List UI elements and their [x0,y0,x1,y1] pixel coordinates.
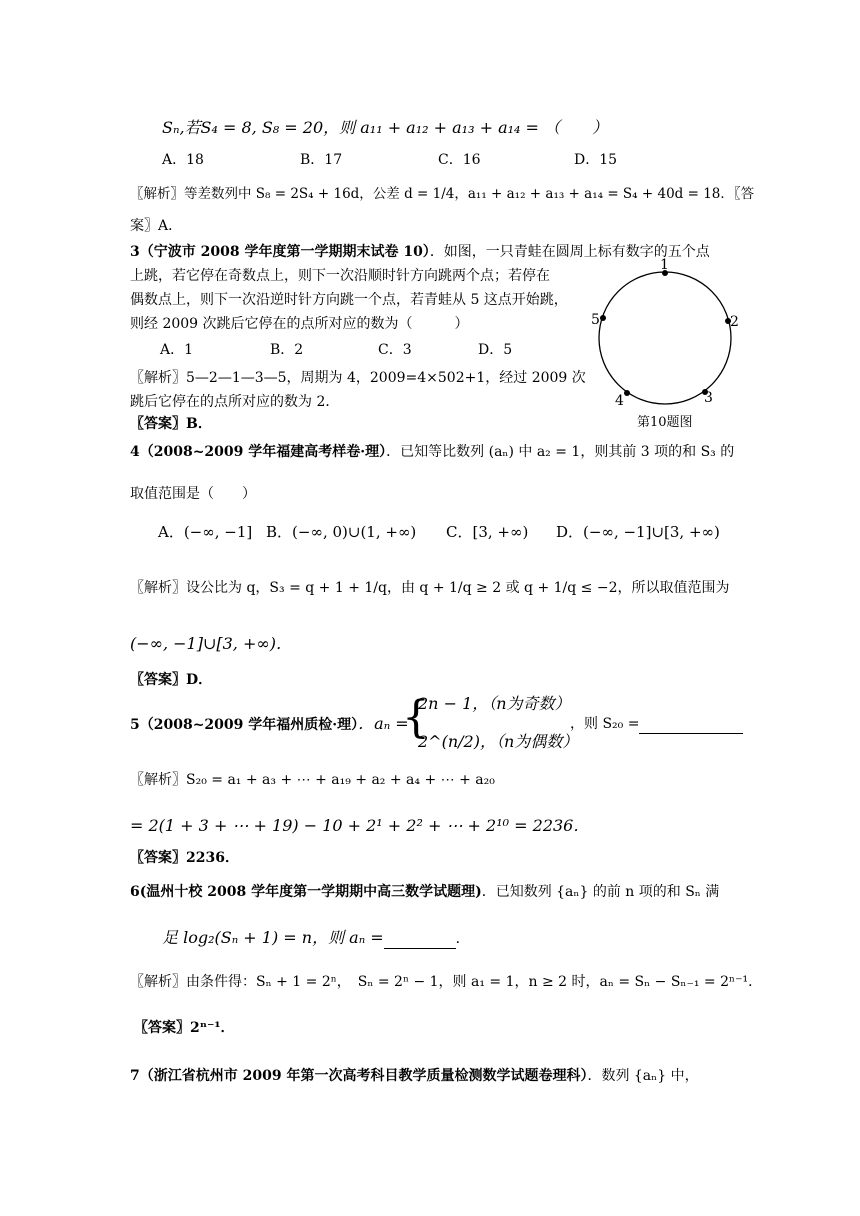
q4-options [158,522,720,542]
q5-answer-blank [639,715,743,734]
q5-analysis-line1: 〖解析〗S₂₀ = a₁ + a₃ + ⋯ + a₁₉ + a₂ + a₄ + ⋯ + a₂₀ [130,772,495,788]
q4-option-b: B．(−∞, 0)∪(1, +∞) [266,523,417,541]
q3-option-b: B．2 [270,342,304,358]
point-label-3: 3 [704,390,713,406]
q2-option-b: B．17 [300,152,343,168]
q4-option-a: A．(−∞, −1] [158,523,253,541]
q4-answer: 〖答案〗D． [130,672,213,688]
q7-stem-line [130,1066,699,1086]
jump-circle [599,272,731,404]
q5-tail-text: ，则 S₂₀ = [570,716,640,732]
point-label-5: 5 [591,312,600,328]
q6-answer-blank [384,930,456,949]
q3-circle-figure [585,258,745,430]
q3-stem-line2: 上跳，若它停在奇数点上，则下一次沿顺时针方向跳两个点；若停在 [130,268,550,284]
q7-stem: ．数列 {aₙ} 中， [587,1068,699,1084]
q6-title: 6(温州十校 2008 学年度第一学期期中高三数学试题理) [130,884,482,900]
q2-option-c: C．16 [438,152,481,168]
q5-stem-line [130,714,409,735]
q4-option-d: D．(−∞, −1]∪[3, +∞) [556,523,720,541]
q3-analysis-line2: 跳后它停在的点所对应的数为 2． [130,394,340,410]
figure-caption: 第10题图 [637,415,693,430]
q6-answer: 〖答案〗2ⁿ⁻¹． [134,1020,235,1036]
q3-stem1: ．如图，一只青蛙在圆周上标有数字的五个点 [429,244,710,260]
q5-title: 5（2008~2009 学年福州质检·理） [130,717,359,733]
point-4-dot [624,390,630,396]
q7-title: 7（浙江省杭州市 2009 年第一次高考科目教学质量检测数学试题卷理科） [130,1068,588,1084]
q2-analysis-line1: 〖解析〗等差数列中 S₈ = 2S₄ + 16d，公差 d = 1/4，a₁₁ + a₁₂ + a₁₃ + a₁₄ = S₄ + 40d = 18．〖答 [130,186,755,202]
q2-option-a: A．18 [162,152,204,168]
q6-stem2b: ． [455,931,470,947]
q3-analysis-line1: 〖解析〗5—2—1—3—5，周期为 4，2009=4×502+1，经过 2009 次 [130,370,586,386]
q4-stem-line2: 取值范围是（ ） [130,486,256,502]
q5-brace: { [402,692,430,743]
q6-stem1: ．已知数列 {aₙ} 的前 n 项的和 Sₙ 满 [481,884,720,900]
q4-stem1: ．已知等比数列 (aₙ) 中 a₂ = 1，则其前 3 项的和 S₃ 的 [386,444,735,460]
q2-analysis-line2: 案〗A． [130,218,183,234]
q5-answer: 〖答案〗2236． [130,850,239,866]
q3-title: 3（宁波市 2008 学年度第一学期期末试卷 10） [130,244,430,260]
q3-stem-line3: 偶数点上，则下一次沿逆时针方向跳一个点，若青蛙从 5 这点开始跳， [130,292,568,308]
q6-stem2a: 足 log₂(Sₙ + 1) = n，则 aₙ = [162,928,384,947]
q3-answer: 〖答案〗B． [130,416,212,432]
q5-tail [570,714,743,734]
point-label-2: 2 [730,314,739,330]
q6-analysis: 〖解析〗由条件得：Sₙ + 1 = 2ⁿ， Sₙ = 2ⁿ − 1，则 a₁ = 1，n ≥ 2 时，aₙ = Sₙ − Sₙ₋₁ = 2ⁿ⁻¹． [130,974,763,990]
q4-analysis-line2: (−∞, −1]∪[3, +∞)． [130,634,292,653]
q5-case-2: 2^(n/2)，（n为偶数） [418,732,579,751]
q3-options [160,340,512,360]
q5-case-1: 2n − 1，（n为奇数） [418,694,571,713]
q3-option-a: A．1 [160,342,194,358]
q3-option-c: C．3 [378,342,412,358]
q3-stem-line4: 则经 2009 次跳后它停在的点所对应的数为（ ） [130,316,469,332]
q2-option-d: D．15 [574,152,618,168]
q5-analysis-line2: = 2(1 + 3 + ⋯ + 19) − 10 + 2¹ + 2² + ⋯ + 2¹⁰ = 2236． [130,816,590,835]
q4-stem-line1 [130,442,734,462]
q6-stem-line1 [130,882,719,902]
point-5-dot [600,315,606,321]
q2-stem: Sₙ,若S₄ = 8, S₈ = 20，则 a₁₁ + a₁₂ + a₁₃ + a₁₄ = （ ） [162,118,609,137]
q5-lhs: ．aₙ = [358,714,409,733]
q2-options [162,150,617,170]
q4-title: 4（2008~2009 学年福建高考样卷·理） [130,444,387,460]
q6-stem-line2 [162,928,470,949]
q4-option-c: C．[3, +∞) [446,523,529,541]
point-label-4: 4 [615,393,624,409]
point-label-1: 1 [660,258,669,273]
q3-option-d: D．5 [478,342,513,358]
q4-analysis-line1: 〖解析〗设公比为 q，S₃ = q + 1 + 1/q，由 q + 1/q ≥ 2 或 q + 1/q ≤ −2，所以取值范围为 [130,580,730,596]
